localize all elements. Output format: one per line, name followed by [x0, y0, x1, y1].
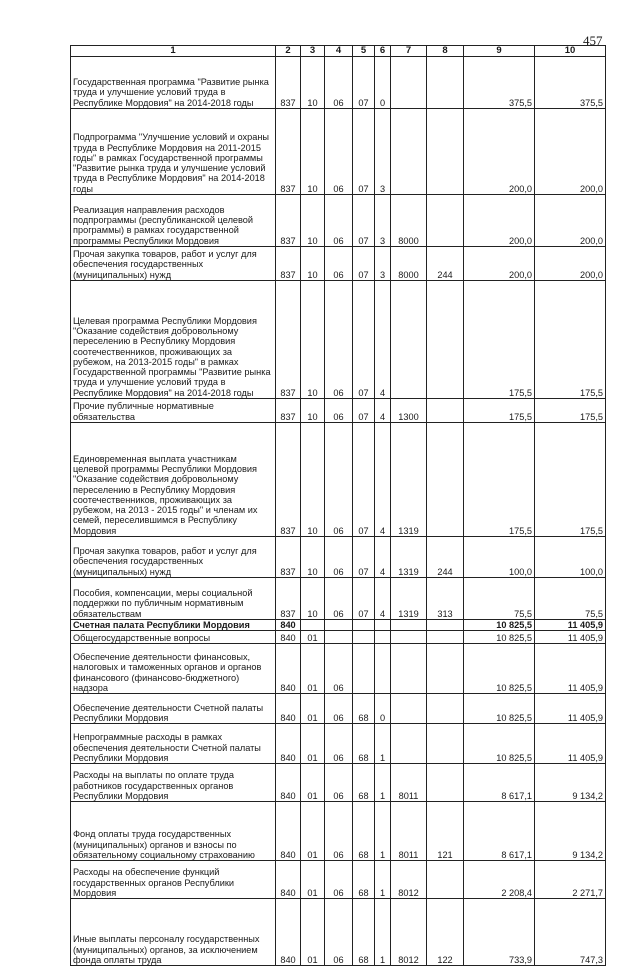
- row-name-cell: Фонд оплаты труда государственных (муниципальных) органов и взносы по обязательному социальному страхованию: [71, 802, 276, 861]
- code-cell-c4: 06: [325, 644, 353, 694]
- table-row: [71, 109, 606, 195]
- code-cell-c7: [391, 109, 427, 195]
- code-cell-c5: 07: [353, 281, 375, 399]
- code-cell-c7: [391, 724, 427, 764]
- row-name-cell: Непрограммные расходы в рамках обеспечения деятельности Счетной палаты Республики Мордовия: [71, 724, 276, 764]
- code-cell-c5: 07: [353, 537, 375, 578]
- column-header-9: 9: [464, 46, 535, 57]
- amount-cell-c10: 100,0: [535, 537, 606, 578]
- code-cell-c2: 837: [276, 399, 301, 423]
- amount-cell-c9: 175,5: [464, 399, 535, 423]
- code-cell-c3: 10: [301, 399, 325, 423]
- amount-cell-c10: 9 134,2: [535, 802, 606, 861]
- code-cell-c7: 1300: [391, 399, 427, 423]
- code-cell-c2: 840: [276, 631, 301, 644]
- code-cell-c3: 10: [301, 281, 325, 399]
- code-cell-c8: [427, 644, 464, 694]
- code-cell-c2: 840: [276, 764, 301, 802]
- amount-cell-c10: 11 405,9: [535, 644, 606, 694]
- code-cell-c5: 07: [353, 399, 375, 423]
- column-header-6: 6: [375, 46, 391, 57]
- code-cell-c7: [391, 694, 427, 724]
- table-row: [71, 861, 606, 899]
- code-cell-c8: [427, 57, 464, 109]
- amount-cell-c10: 200,0: [535, 109, 606, 195]
- code-cell-c4: 06: [325, 57, 353, 109]
- amount-cell-c10: 175,5: [535, 399, 606, 423]
- code-cell-c4: 06: [325, 247, 353, 281]
- code-cell-c8: 122: [427, 899, 464, 966]
- column-header-1: 1: [71, 46, 276, 57]
- amount-cell-c9: 8 617,1: [464, 802, 535, 861]
- row-name-cell: Государственная программа "Развитие рынка труда и улучшение условий труда в Республике Мордовия" на 2014-2018 годы: [71, 57, 276, 109]
- page-number: 457: [583, 33, 603, 48]
- code-cell-c6: 4: [375, 537, 391, 578]
- table-row: [71, 281, 606, 399]
- code-cell-c7: 8011: [391, 802, 427, 861]
- code-cell-c2: 837: [276, 423, 301, 537]
- code-cell-c7: 8000: [391, 195, 427, 247]
- code-cell-c5: 68: [353, 802, 375, 861]
- code-cell-c6: 1: [375, 802, 391, 861]
- code-cell-c8: 244: [427, 247, 464, 281]
- amount-cell-c10: 9 134,2: [535, 764, 606, 802]
- table-row: [71, 764, 606, 802]
- code-cell-c4: 06: [325, 423, 353, 537]
- table-row: [71, 537, 606, 578]
- amount-cell-c10: 200,0: [535, 247, 606, 281]
- code-cell-c8: [427, 399, 464, 423]
- code-cell-c2: 837: [276, 281, 301, 399]
- amount-cell-c9: 200,0: [464, 195, 535, 247]
- row-name-cell: Расходы на обеспечение функций государственных органов Республики Мордовия: [71, 861, 276, 899]
- table-row: [71, 578, 606, 620]
- table-row: [71, 57, 606, 109]
- code-cell-c4: [325, 620, 353, 631]
- row-name-cell: Целевая программа Республики Мордовия "Оказание содействия добровольному переселению в Республику Мордовия соотечественников, проживающих за рубежом, на 2013-2015 годы" в рамках Государственной программы "Развитие рынка труда и улучшение условий труда в Республике Мордовия" на 2014-2018 годы: [71, 281, 276, 399]
- code-cell-c4: 06: [325, 724, 353, 764]
- table-row: [71, 899, 606, 966]
- row-name-cell: Обеспечение деятельности финансовых, налоговых и таможенных органов и органов финансового (финансово-бюджетного) надзора: [71, 644, 276, 694]
- amount-cell-c9: 75,5: [464, 578, 535, 620]
- code-cell-c4: 06: [325, 861, 353, 899]
- code-cell-c2: 837: [276, 109, 301, 195]
- code-cell-c4: 06: [325, 281, 353, 399]
- amount-cell-c10: 75,5: [535, 578, 606, 620]
- code-cell-c8: [427, 631, 464, 644]
- code-cell-c5: 07: [353, 247, 375, 281]
- amount-cell-c9: 375,5: [464, 57, 535, 109]
- code-cell-c6: 4: [375, 281, 391, 399]
- code-cell-c6: 1: [375, 899, 391, 966]
- code-cell-c2: 840: [276, 899, 301, 966]
- code-cell-c2: 840: [276, 620, 301, 631]
- code-cell-c5: 07: [353, 195, 375, 247]
- code-cell-c7: 8012: [391, 861, 427, 899]
- code-cell-c5: [353, 620, 375, 631]
- code-cell-c8: [427, 764, 464, 802]
- row-name-cell: Прочая закупка товаров, работ и услуг для обеспечения государственных (муниципальных) нужд: [71, 247, 276, 281]
- table-row: [71, 631, 606, 644]
- amount-cell-c9: 175,5: [464, 423, 535, 537]
- amount-cell-c9: 100,0: [464, 537, 535, 578]
- code-cell-c5: 68: [353, 861, 375, 899]
- code-cell-c4: [325, 631, 353, 644]
- row-name-cell: Расходы на выплаты по оплате труда работников государственных органов Республики Мордовия: [71, 764, 276, 802]
- code-cell-c6: 0: [375, 694, 391, 724]
- amount-cell-c10: 200,0: [535, 195, 606, 247]
- amount-cell-c10: 747,3: [535, 899, 606, 966]
- row-name-cell: Прочая закупка товаров, работ и услуг для обеспечения государственных (муниципальных) нужд: [71, 537, 276, 578]
- amount-cell-c10: 11 405,9: [535, 694, 606, 724]
- table-row: [71, 802, 606, 861]
- code-cell-c5: [353, 644, 375, 694]
- code-cell-c8: 244: [427, 537, 464, 578]
- row-name-cell: Обеспечение деятельности Счетной палаты Республики Мордовия: [71, 694, 276, 724]
- code-cell-c3: 01: [301, 694, 325, 724]
- code-cell-c6: 0: [375, 57, 391, 109]
- table-body: [71, 57, 606, 966]
- table-header-row: [71, 46, 606, 57]
- table-row: [71, 195, 606, 247]
- amount-cell-c9: 10 825,5: [464, 694, 535, 724]
- budget-table: [70, 45, 606, 966]
- code-cell-c7: 1319: [391, 578, 427, 620]
- code-cell-c8: [427, 724, 464, 764]
- code-cell-c2: 840: [276, 724, 301, 764]
- code-cell-c5: 07: [353, 423, 375, 537]
- code-cell-c2: 837: [276, 247, 301, 281]
- code-cell-c3: 10: [301, 578, 325, 620]
- table-row: [71, 399, 606, 423]
- code-cell-c2: 840: [276, 861, 301, 899]
- table-row: [71, 694, 606, 724]
- table-row: [71, 724, 606, 764]
- code-cell-c8: 313: [427, 578, 464, 620]
- code-cell-c4: 06: [325, 537, 353, 578]
- code-cell-c3: 01: [301, 861, 325, 899]
- code-cell-c3: 01: [301, 644, 325, 694]
- amount-cell-c10: 2 271,7: [535, 861, 606, 899]
- table-row: [71, 644, 606, 694]
- code-cell-c7: 8012: [391, 899, 427, 966]
- code-cell-c7: 1319: [391, 537, 427, 578]
- code-cell-c3: 01: [301, 802, 325, 861]
- row-name-cell: Счетная палата Республики Мордовия: [71, 620, 276, 631]
- code-cell-c6: 1: [375, 764, 391, 802]
- amount-cell-c9: 10 825,5: [464, 631, 535, 644]
- code-cell-c6: 3: [375, 195, 391, 247]
- code-cell-c5: 68: [353, 694, 375, 724]
- amount-cell-c10: 175,5: [535, 423, 606, 537]
- code-cell-c8: [427, 694, 464, 724]
- amount-cell-c9: 733,9: [464, 899, 535, 966]
- table-row: [71, 247, 606, 281]
- code-cell-c3: 01: [301, 764, 325, 802]
- code-cell-c6: 4: [375, 578, 391, 620]
- code-cell-c7: 8011: [391, 764, 427, 802]
- code-cell-c5: 07: [353, 578, 375, 620]
- amount-cell-c9: 200,0: [464, 109, 535, 195]
- code-cell-c3: 10: [301, 537, 325, 578]
- amount-cell-c9: 175,5: [464, 281, 535, 399]
- amount-cell-c10: 11 405,9: [535, 620, 606, 631]
- code-cell-c6: 4: [375, 423, 391, 537]
- code-cell-c2: 837: [276, 578, 301, 620]
- code-cell-c3: [301, 620, 325, 631]
- code-cell-c8: [427, 109, 464, 195]
- code-cell-c5: 07: [353, 57, 375, 109]
- code-cell-c2: 837: [276, 537, 301, 578]
- column-header-7: 7: [391, 46, 427, 57]
- column-header-2: 2: [276, 46, 301, 57]
- row-name-cell: Прочие публичные нормативные обязательства: [71, 399, 276, 423]
- code-cell-c5: 68: [353, 764, 375, 802]
- code-cell-c3: 10: [301, 57, 325, 109]
- code-cell-c8: [427, 281, 464, 399]
- code-cell-c2: 837: [276, 57, 301, 109]
- table-row: [71, 620, 606, 631]
- row-name-cell: Иные выплаты персоналу государственных (муниципальных) органов, за исключением фонда оплаты труда: [71, 899, 276, 966]
- code-cell-c5: 07: [353, 109, 375, 195]
- column-header-10: 10: [535, 46, 606, 57]
- code-cell-c3: 01: [301, 899, 325, 966]
- amount-cell-c9: 10 825,5: [464, 724, 535, 764]
- code-cell-c2: 840: [276, 644, 301, 694]
- row-name-cell: Единовременная выплата участникам целевой программы Республики Мордовия "Оказание содействия добровольному переселению в Республику Мордовия соотечественников, проживающих за рубежом, на 2013 - 2015 годы" и членам их семей, переселившимся в Республику Мордовия: [71, 423, 276, 537]
- code-cell-c4: 06: [325, 109, 353, 195]
- code-cell-c4: 06: [325, 694, 353, 724]
- row-name-cell: Общегосударственные вопросы: [71, 631, 276, 644]
- amount-cell-c9: 2 208,4: [464, 861, 535, 899]
- code-cell-c3: 10: [301, 247, 325, 281]
- code-cell-c8: [427, 195, 464, 247]
- amount-cell-c10: 375,5: [535, 57, 606, 109]
- code-cell-c3: 10: [301, 109, 325, 195]
- code-cell-c3: 01: [301, 724, 325, 764]
- code-cell-c6: 1: [375, 724, 391, 764]
- code-cell-c7: 8000: [391, 247, 427, 281]
- amount-cell-c9: 10 825,5: [464, 644, 535, 694]
- code-cell-c4: 06: [325, 578, 353, 620]
- row-name-cell: Подпрограмма "Улучшение условий и охраны труда в Республике Мордовия на 2011-2015 годы" в рамках Государственной программы "Развитие рынка труда и улучшение условий труда в Республике Мордовия" на 2014-2018 годы: [71, 109, 276, 195]
- code-cell-c2: 840: [276, 802, 301, 861]
- code-cell-c6: [375, 644, 391, 694]
- code-cell-c4: 06: [325, 802, 353, 861]
- code-cell-c7: [391, 57, 427, 109]
- code-cell-c4: 06: [325, 195, 353, 247]
- code-cell-c6: [375, 620, 391, 631]
- code-cell-c3: 01: [301, 631, 325, 644]
- code-cell-c8: 121: [427, 802, 464, 861]
- code-cell-c7: [391, 644, 427, 694]
- code-cell-c6: 4: [375, 399, 391, 423]
- code-cell-c7: [391, 620, 427, 631]
- code-cell-c4: 06: [325, 764, 353, 802]
- code-cell-c6: [375, 631, 391, 644]
- code-cell-c7: [391, 281, 427, 399]
- column-header-3: 3: [301, 46, 325, 57]
- code-cell-c5: 68: [353, 899, 375, 966]
- amount-cell-c10: 11 405,9: [535, 724, 606, 764]
- code-cell-c4: 06: [325, 899, 353, 966]
- code-cell-c7: [391, 631, 427, 644]
- table-row: [71, 423, 606, 537]
- code-cell-c6: 1: [375, 861, 391, 899]
- code-cell-c8: [427, 861, 464, 899]
- column-header-8: 8: [427, 46, 464, 57]
- column-header-5: 5: [353, 46, 375, 57]
- code-cell-c6: 3: [375, 109, 391, 195]
- column-header-4: 4: [325, 46, 353, 57]
- code-cell-c4: 06: [325, 399, 353, 423]
- row-name-cell: Пособия, компенсации, меры социальной поддержки по публичным нормативным обязательствам: [71, 578, 276, 620]
- code-cell-c5: 68: [353, 724, 375, 764]
- code-cell-c2: 840: [276, 694, 301, 724]
- code-cell-c7: 1319: [391, 423, 427, 537]
- code-cell-c2: 837: [276, 195, 301, 247]
- amount-cell-c9: 10 825,5: [464, 620, 535, 631]
- code-cell-c8: [427, 620, 464, 631]
- code-cell-c6: 3: [375, 247, 391, 281]
- code-cell-c3: 10: [301, 423, 325, 537]
- code-cell-c5: [353, 631, 375, 644]
- amount-cell-c10: 175,5: [535, 281, 606, 399]
- amount-cell-c9: 200,0: [464, 247, 535, 281]
- amount-cell-c9: 8 617,1: [464, 764, 535, 802]
- code-cell-c8: [427, 423, 464, 537]
- row-name-cell: Реализация направления расходов подпрограммы (республиканской целевой программы) в рамках государственной программы Республики Мордовия: [71, 195, 276, 247]
- amount-cell-c10: 11 405,9: [535, 631, 606, 644]
- code-cell-c3: 10: [301, 195, 325, 247]
